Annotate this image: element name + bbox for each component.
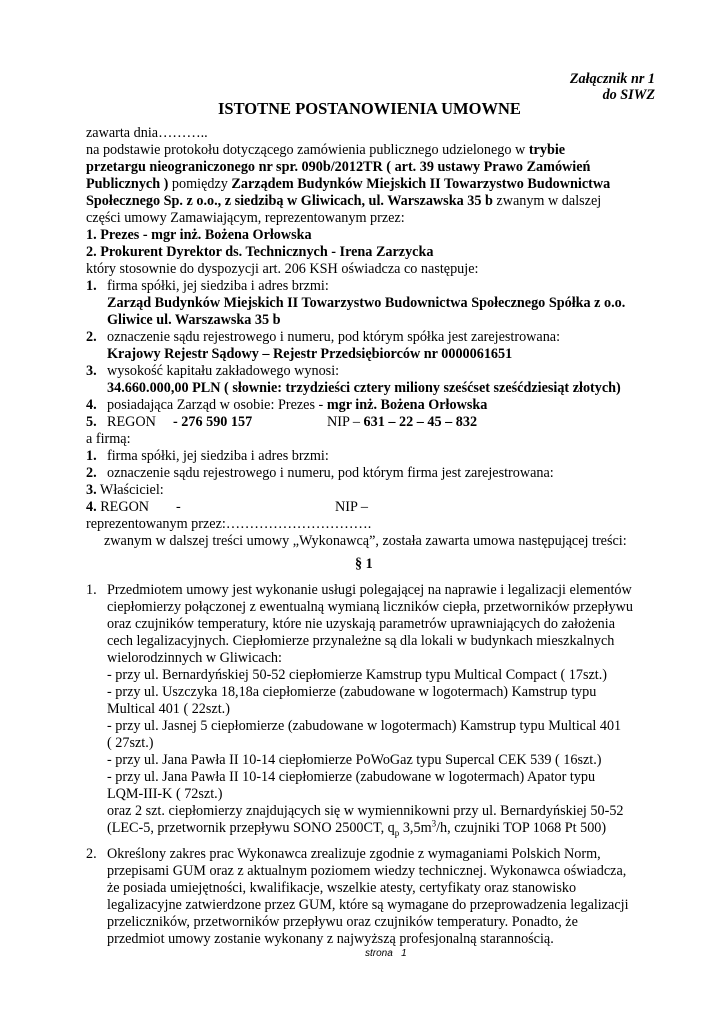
list-number: 2. — [86, 465, 97, 481]
page-title: ISTOTNE POSTANOWIENIA UMOWNE — [218, 99, 521, 118]
list-number: 4. — [86, 499, 97, 515]
company-item: firma spółki, jej siedziba i adres brzmi: — [107, 278, 329, 294]
page-footer — [365, 948, 407, 959]
company-nip-label: NIP – — [327, 414, 364, 430]
paragraph-text: (LEC-5, przetwornik przepływu SONO 2500CT, q — [107, 820, 395, 836]
paragraph-line: oraz czujników temperatury, które nie uzyskają parametrów uprawniających do założenia — [107, 616, 616, 632]
page-number: 1 — [401, 948, 407, 959]
company-regon: - 276 590 157 — [173, 414, 253, 430]
paragraph-line: legalizacyjne zatwierdzone przez GUM, które są wymagane do przeprowadzenia legalizacji — [107, 897, 629, 913]
paragraph-line: przepisami GUM oraz z aktualnym poziomem wiedzy technicznej. Wykonawca oświadcza, — [107, 863, 627, 879]
list-number: 5. — [86, 414, 97, 430]
siwz-label: do SIWZ — [602, 87, 655, 103]
company-text: posiadająca Zarząd w osobie: Prezes - — [107, 397, 327, 413]
superscript: 3 — [431, 818, 437, 829]
list-number: 1. — [86, 448, 97, 464]
intro-bold: Publicznych ) — [86, 176, 169, 192]
list-number: 1. — [86, 278, 97, 294]
contractor-item: oznaczenie sądu rejestrowego i numeru, pod którym firma jest zarejestrowana: — [107, 465, 554, 481]
paragraph-line: - przy ul. Jasnej 5 ciepłomierze (zabudowane w logotermach) Kamstrup typu Multical 401 — [107, 718, 622, 734]
intro-date: zawarta dnia……….. — [86, 125, 208, 141]
intro-text: zwanym w dalszej — [492, 193, 602, 209]
intro-line: części umowy Zamawiającym, reprezentowanym przez: — [86, 210, 405, 226]
company-name: Zarząd Budynków Miejskich II Towarzystwo Budownictwa Społecznego Spółka z o.o. — [107, 295, 626, 311]
intro-text: pomiędzy — [168, 176, 232, 192]
list-number: 2. — [86, 329, 97, 345]
contractor-nip: NIP – — [335, 499, 368, 515]
paragraph-line: - przy ul. Bernardyńskiej 50-52 ciepłomierze Kamstrup typu Multical Compact ( 17szt.) — [107, 667, 607, 683]
paragraph-number: 1. — [86, 582, 97, 598]
paragraph-text: /h, czujniki TOP 1068 Pt 500) — [436, 820, 607, 836]
paragraph-line: że posiada umiejętności, kwalifikacje, wszelkie atesty, certyfikaty oraz stanowisko — [107, 880, 577, 896]
paragraph-line: wielorodzinnych w Gliwicach: — [107, 650, 282, 666]
intro-bold: trybie — [528, 142, 566, 158]
representative-1: 1. Prezes - mgr inż. Bożena Orłowska — [86, 227, 312, 243]
company-nip-value: 631 – 22 – 45 – 832 — [363, 414, 478, 430]
company-item: oznaczenie sądu rejestrowego i numeru, pod którym spółka jest zarejestrowana: — [107, 329, 561, 345]
list-number: 3. — [86, 482, 97, 498]
intro-bold: Zarządem Budynków Miejskich II Towarzystwo Budownictwa — [231, 176, 611, 192]
intro-line — [86, 141, 565, 159]
list-number: 4. — [86, 397, 97, 413]
paragraph-number: 2. — [86, 846, 97, 862]
representative-2: 2. Prokurent Dyrektor ds. Technicznych - Irena Zarzycka — [86, 244, 434, 260]
footer-label: strona — [365, 948, 393, 959]
company-bold: mgr inż. Bożena Orłowska — [326, 397, 488, 413]
list-number: 3. — [86, 363, 97, 379]
company-item: wysokość kapitału zakładowego wynosi: — [107, 363, 340, 379]
company-nip — [327, 413, 477, 431]
contractor-text: REGON — [96, 499, 150, 515]
attachment-label: Załącznik nr 1 — [569, 71, 655, 87]
intro-line — [86, 192, 601, 210]
paragraph-text: 3,5m — [399, 820, 432, 836]
company-register: Krajowy Rejestr Sądowy – Rejestr Przedsiębiorców nr 0000061651 — [107, 346, 513, 362]
company-capital: 34.660.000,00 PLN ( słownie: trzydzieści cztery miliony sześćset sześćdziesiąt złotych) — [107, 380, 621, 396]
intro-text: na podstawie protokołu dotyczącego zamówienia publicznego udzielonego w — [86, 142, 529, 158]
company-address: Gliwice ul. Warszawska 35 b — [107, 312, 281, 328]
contractor-named: zwanym w dalszej treści umowy „Wykonawcą”, została zawarta umowa następującej treści: — [104, 533, 627, 549]
paragraph-line: ( 27szt.) — [107, 735, 154, 751]
contractor-regon — [86, 498, 149, 516]
contractor-item: firma spółki, jej siedziba i adres brzmi: — [107, 448, 329, 464]
paragraph-line: - przy ul. Jana Pawła II 10-14 ciepłomierze (zabudowane w logotermach) Apator typu — [107, 769, 596, 785]
paragraph-line: - przy ul. Uszczyka 18,18a ciepłomierze (zabudowane w logotermach) Kamstrup typu — [107, 684, 597, 700]
section-heading: § 1 — [355, 556, 373, 572]
paragraph-line: Multical 401 ( 22szt.) — [107, 701, 230, 717]
paragraph-line: Przedmiotem umowy jest wykonanie usługi polegającej na naprawie i legalizacji elementów — [107, 582, 632, 598]
intro-bold: Społecznego Sp. z o.o., z siedzibą w Gliwicach, ul. Warszawska 35 b — [86, 193, 493, 209]
contractor-owner — [86, 481, 164, 499]
paragraph-line: Określony zakres prac Wykonawca zrealizuje zgodnie z wymaganiami Polskich Norm, — [107, 846, 601, 862]
paragraph-line: cech legalizacyjnych. Ciepłomierze przynależne są dla lokali w budynkach mieszkalnych — [107, 633, 615, 649]
company-regon-label: REGON — [107, 414, 156, 430]
paragraph-line: ciepłomierzy połączonej z ewentualną wymianą liczników ciepła, przetworników przepływu — [107, 599, 633, 615]
paragraph-line: oraz 2 szt. ciepłomierzy znajdujących się w wymiennikowni przy ul. Bernardyńskiej 50-52 — [107, 803, 624, 819]
contractor-rep: reprezentowanym przez:…………………………. — [86, 516, 372, 532]
paragraph-line: - przy ul. Jana Pawła II 10-14 ciepłomierze PoWoGaz typu Supercal CEK 539 ( 16szt.) — [107, 752, 602, 768]
contractor-text: Właściciel: — [96, 482, 164, 498]
intro-line — [86, 175, 610, 193]
company-item — [107, 396, 487, 414]
paragraph-line: przeliczników, przetworników przepływu oraz czujników temperatury. Ponadto, że — [107, 914, 578, 930]
paragraph-line — [107, 819, 606, 837]
contractor-intro: a firmą: — [86, 431, 131, 447]
subscript: p — [394, 827, 400, 838]
paragraph-line: przedmiot umowy zostanie wykonany z najwyższą profesjonalną starannością. — [107, 931, 554, 947]
paragraph-line: LQM-III-K ( 72szt.) — [107, 786, 223, 802]
intro-line: przetargu nieograniczonego nr spr. 090b/2012TR ( art. 39 ustawy Prawo Zamówień — [86, 159, 591, 175]
contractor-regon-dash: - — [176, 499, 181, 515]
intro-line: który stosownie do dyspozycji art. 206 KSH oświadcza co następuje: — [86, 261, 479, 277]
